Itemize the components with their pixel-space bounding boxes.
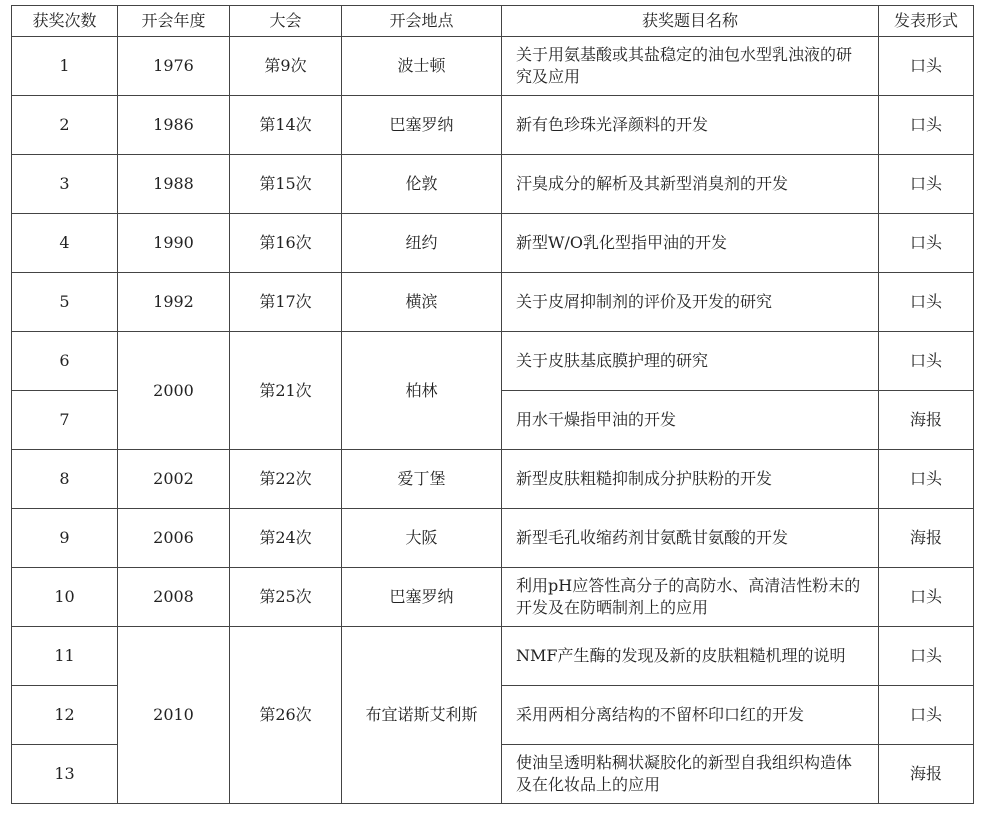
table-row — [12, 37, 974, 96]
cell-year: 2006 — [118, 509, 230, 568]
cell-award-number: 5 — [12, 273, 118, 332]
header-award-count: 获奖次数 — [12, 6, 118, 37]
cell-award-number: 4 — [12, 214, 118, 273]
table-row — [12, 450, 974, 509]
cell-year: 2000 — [118, 332, 230, 450]
header-row — [12, 6, 974, 37]
cell-congress: 第25次 — [230, 568, 342, 627]
cell-location: 大阪 — [342, 509, 502, 568]
cell-award-number: 3 — [12, 155, 118, 214]
cell-award-number: 2 — [12, 96, 118, 155]
cell-award-title: 新有色珍珠光泽颜料的开发 — [502, 96, 879, 155]
cell-award-number: 11 — [12, 627, 118, 686]
header-award-title: 获奖题目名称 — [502, 6, 879, 37]
cell-location: 巴塞罗纳 — [342, 568, 502, 627]
cell-year: 1988 — [118, 155, 230, 214]
cell-format: 口头 — [879, 450, 974, 509]
cell-congress: 第9次 — [230, 37, 342, 96]
table-row — [12, 155, 974, 214]
cell-format: 口头 — [879, 214, 974, 273]
cell-format: 口头 — [879, 568, 974, 627]
cell-award-number: 10 — [12, 568, 118, 627]
cell-award-title: NMF产生酶的发现及新的皮肤粗糙机理的说明 — [502, 627, 879, 686]
cell-year: 1986 — [118, 96, 230, 155]
header-congress: 大会 — [230, 6, 342, 37]
cell-location: 波士顿 — [342, 37, 502, 96]
cell-location: 爱丁堡 — [342, 450, 502, 509]
cell-congress: 第24次 — [230, 509, 342, 568]
table-row — [12, 214, 974, 273]
cell-format: 口头 — [879, 37, 974, 96]
cell-format: 海报 — [879, 745, 974, 804]
award-table — [11, 5, 974, 804]
cell-format: 口头 — [879, 686, 974, 745]
cell-format: 口头 — [879, 332, 974, 391]
cell-congress: 第14次 — [230, 96, 342, 155]
cell-award-number: 8 — [12, 450, 118, 509]
cell-year: 1992 — [118, 273, 230, 332]
cell-format: 口头 — [879, 627, 974, 686]
cell-award-number: 13 — [12, 745, 118, 804]
cell-location: 巴塞罗纳 — [342, 96, 502, 155]
cell-location: 纽约 — [342, 214, 502, 273]
cell-year: 1990 — [118, 214, 230, 273]
header-format: 发表形式 — [879, 6, 974, 37]
table-row — [12, 568, 974, 627]
cell-award-title: 利用pH应答性高分子的高防水、高清洁性粉末的开发及在防晒制剂上的应用 — [502, 568, 879, 627]
table-row — [12, 96, 974, 155]
cell-award-number: 12 — [12, 686, 118, 745]
cell-award-title: 用水干燥指甲油的开发 — [502, 391, 879, 450]
table-row — [12, 509, 974, 568]
cell-location: 伦敦 — [342, 155, 502, 214]
cell-congress: 第16次 — [230, 214, 342, 273]
cell-year: 2002 — [118, 450, 230, 509]
header-location: 开会地点 — [342, 6, 502, 37]
cell-award-title: 使油呈透明粘稠状凝胶化的新型自我组织构造体及在化妆品上的应用 — [502, 745, 879, 804]
table-row — [12, 332, 974, 391]
cell-award-number: 1 — [12, 37, 118, 96]
cell-award-title: 关于皮肤基底膜护理的研究 — [502, 332, 879, 391]
cell-format: 口头 — [879, 96, 974, 155]
cell-congress: 第15次 — [230, 155, 342, 214]
cell-award-number: 9 — [12, 509, 118, 568]
header-year: 开会年度 — [118, 6, 230, 37]
cell-award-title: 采用两相分离结构的不留杯印口红的开发 — [502, 686, 879, 745]
cell-year: 1976 — [118, 37, 230, 96]
table-row — [12, 273, 974, 332]
cell-location: 柏林 — [342, 332, 502, 450]
cell-award-title: 新型皮肤粗糙抑制成分护肤粉的开发 — [502, 450, 879, 509]
cell-format: 海报 — [879, 509, 974, 568]
cell-congress: 第26次 — [230, 627, 342, 804]
cell-year: 2008 — [118, 568, 230, 627]
cell-award-title: 关于用氨基酸或其盐稳定的油包水型乳浊液的研究及应用 — [502, 37, 879, 96]
cell-format: 口头 — [879, 155, 974, 214]
table-row — [12, 627, 974, 686]
cell-format: 口头 — [879, 273, 974, 332]
cell-year: 2010 — [118, 627, 230, 804]
cell-award-number: 7 — [12, 391, 118, 450]
cell-congress: 第17次 — [230, 273, 342, 332]
cell-location: 横滨 — [342, 273, 502, 332]
cell-congress: 第22次 — [230, 450, 342, 509]
cell-award-title: 新型毛孔收缩药剂甘氨酰甘氨酸的开发 — [502, 509, 879, 568]
cell-location: 布宜诺斯艾利斯 — [342, 627, 502, 804]
cell-format: 海报 — [879, 391, 974, 450]
cell-congress: 第21次 — [230, 332, 342, 450]
cell-award-title: 关于皮屑抑制剂的评价及开发的研究 — [502, 273, 879, 332]
cell-award-number: 6 — [12, 332, 118, 391]
cell-award-title: 新型W/O乳化型指甲油的开发 — [502, 214, 879, 273]
cell-award-title: 汗臭成分的解析及其新型消臭剂的开发 — [502, 155, 879, 214]
